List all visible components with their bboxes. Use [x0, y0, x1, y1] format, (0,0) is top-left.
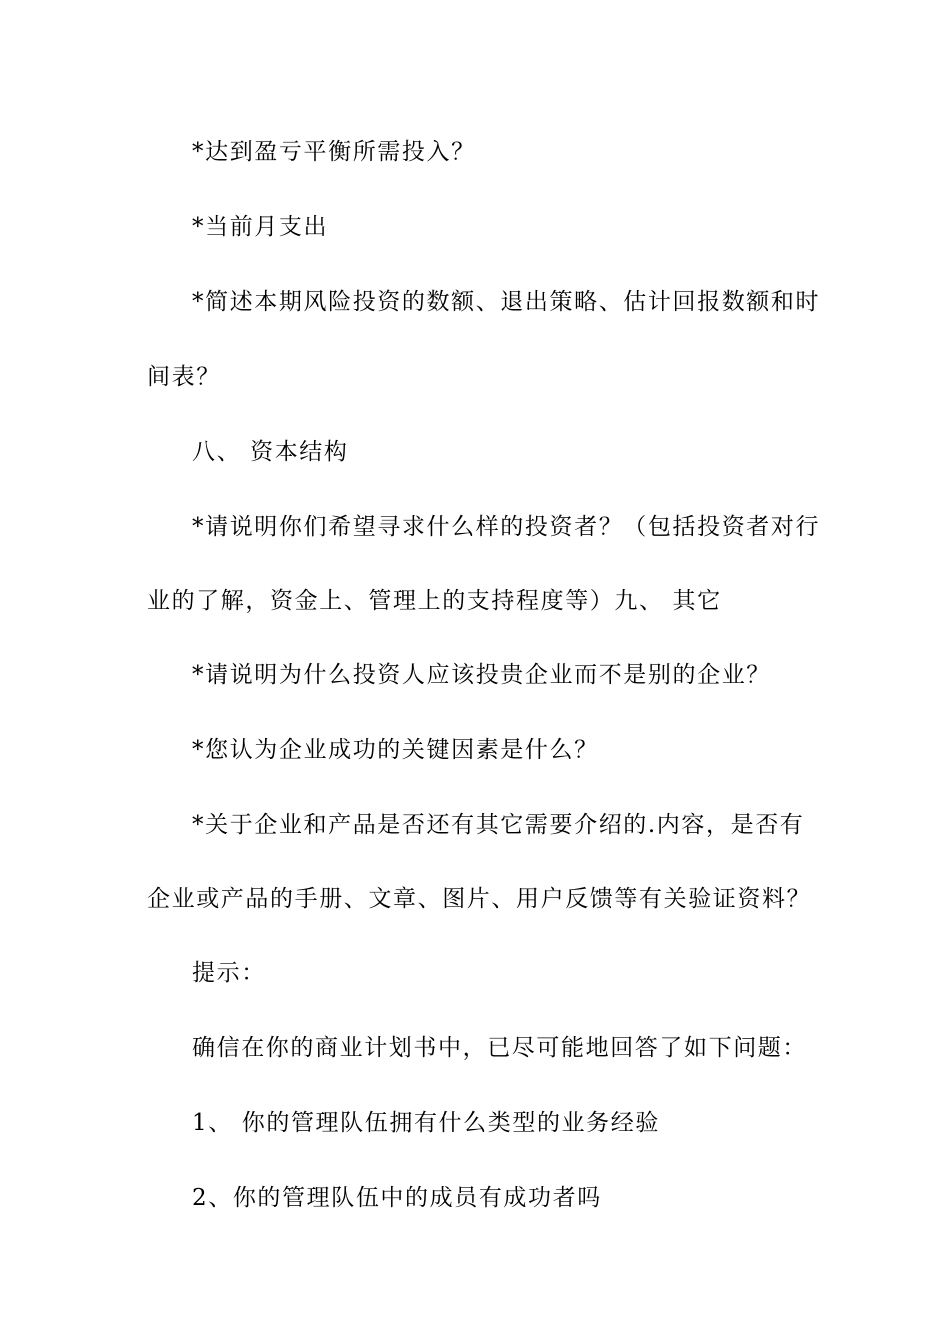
section-heading-capital-structure: 八、 资本结构	[192, 439, 349, 465]
list-item-2: 2、你的管理队伍中的成员有成功者吗	[192, 1185, 602, 1211]
text-line-why-invest: *请说明为什么投资人应该投贵企业而不是别的企业？	[192, 662, 771, 688]
text-line-success-factors: *您认为企业成功的关键因素是什么？	[192, 737, 599, 763]
text-line-other-info: *关于企业和产品是否还有其它需要介绍的.内容，是否有	[192, 812, 805, 838]
text-line-hint-label: 提示：	[192, 960, 266, 986]
list-item-1: 1、 你的管理队伍拥有什么类型的业务经验	[192, 1110, 660, 1136]
text-line-breakeven: *达到盈亏平衡所需投入？	[192, 139, 476, 165]
text-line-investor-type-cont: 业的了解，资金上、管理上的支持程度等）九、 其它	[147, 588, 722, 614]
text-line-investment-summary-cont: 间表？	[147, 364, 221, 390]
text-line-monthly-spend: *当前月支出	[192, 214, 329, 240]
text-line-hint-intro: 确信在你的商业计划书中，已尽可能地回答了如下问题：	[192, 1035, 807, 1061]
text-line-investment-summary: *简述本期风险投资的数额、退出策略、估计回报数额和时	[192, 289, 821, 315]
text-line-investor-type: *请说明你们希望寻求什么样的投资者？（包括投资者对行	[192, 514, 821, 540]
text-line-other-info-cont: 企业或产品的手册、文章、图片、用户反馈等有关验证资料？	[147, 886, 812, 912]
